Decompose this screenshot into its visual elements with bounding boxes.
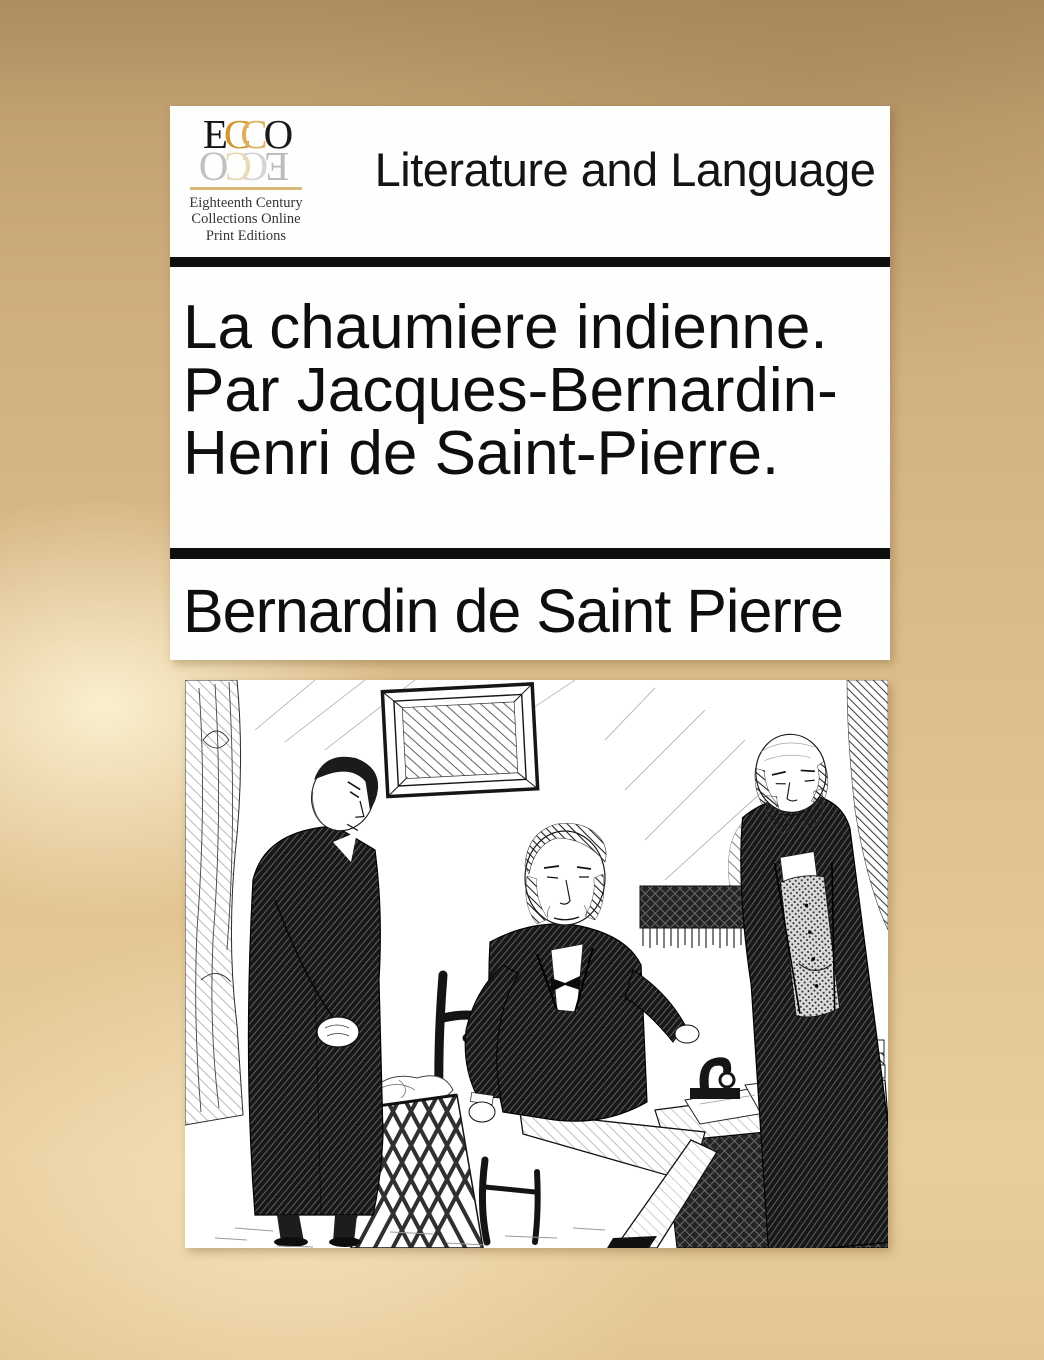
title-card: [170, 106, 890, 660]
engraving-scene: [185, 680, 888, 1248]
book-title-line: Henri de Saint-Pierre.: [183, 419, 780, 488]
author-name: Bernardin de Saint Pierre: [183, 577, 843, 645]
category-heading: Literature and Language: [374, 143, 876, 196]
divider-rule-bottom: [170, 548, 890, 559]
book-title: [183, 293, 883, 488]
book-title-line: Par Jacques-Bernardin-: [183, 356, 838, 425]
publisher-logo-block: [186, 111, 306, 244]
ecco-letter: O: [263, 111, 290, 157]
ecco-letter: E: [202, 111, 224, 157]
book-title-line: La chaumiere indienne.: [183, 293, 828, 362]
ecco-letter: C: [240, 111, 264, 157]
publisher-tagline-line: Print Editions: [205, 227, 287, 244]
picture-frame: [382, 684, 537, 797]
divider-rule-top: [170, 257, 890, 267]
publisher-tagline-line: Collections Online: [191, 211, 301, 228]
ecco-letter: C: [223, 111, 248, 157]
cover-illustration: [185, 680, 888, 1248]
ecco-logo-reflection: ECCO: [202, 144, 290, 190]
publisher-tagline-line: Eighteenth Century: [189, 195, 303, 211]
